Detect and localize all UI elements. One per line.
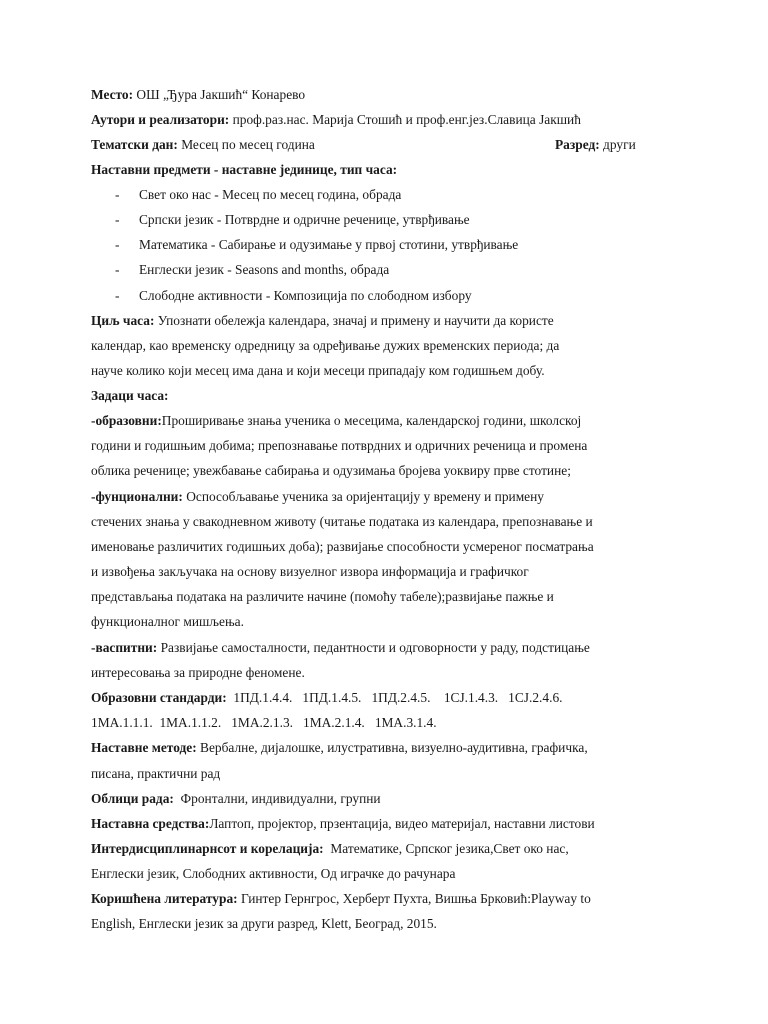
mesto-line	[91, 85, 728, 105]
funkcionalni-line: функционалног мишљења.	[91, 614, 244, 629]
funkcionalni-line: и извођења закључака на основу визуелног извора информација и графичког	[91, 564, 529, 579]
korelacija-line: Енглески језик, Слободних активности, Од играчке до рачунара	[91, 866, 456, 881]
oblici-label: Облици рада:	[91, 791, 174, 806]
tematski-dan-label: Тематски дан:	[91, 137, 178, 152]
list-item: Слободне активности - Композиција по слободном избору	[139, 288, 472, 303]
bullet-marker: -	[115, 187, 120, 202]
predmeti-heading: Наставни предмети - наставне јединице, тип часа:	[91, 162, 398, 177]
funkcionalni-line: именовање различитих годишњих доба); развијање способности усмереног посматрања	[91, 539, 594, 554]
literatura-line: Коришћена литература: Гинтер Гернгрос, Херберт Пухта, Вишња Брковић:Playway to	[91, 891, 591, 906]
bullet-marker: -	[115, 288, 120, 303]
funkcionalni-line: стечених знања у свакодневном животу (читање података из календара, препознавање и	[91, 514, 593, 529]
autori-line	[91, 110, 728, 130]
vaspitni-label: -васпитни:	[91, 640, 158, 655]
mesto-value: ОШ „Ђура Јакшић“ Конарево	[133, 87, 306, 102]
cilj-line: календар, као временску одредницу за одређивање дужих временских периода; да	[91, 338, 560, 353]
korelacija-label: Интердисциплинарнсот и корелација:	[91, 841, 324, 856]
oblici-line: Облици рада: Фронтални, индивидуални, групни	[91, 791, 381, 806]
sredstva-label: Наставна средства:	[91, 816, 210, 831]
metode-label: Наставне методе:	[91, 740, 197, 755]
funkcionalni-line: -фунционални: Оспособљавање ученика за оријентацију у времену и примену	[91, 489, 544, 504]
mesto-label: Место:	[91, 87, 134, 102]
obrazovni-label: -образовни:	[91, 413, 162, 428]
tematski-dan-value: Месец по месец година	[177, 137, 315, 152]
funkcionalni-label: -фунционални:	[91, 489, 183, 504]
standardi-line: 1МА.1.1.1. 1МА.1.1.2. 1МА.2.1.3. 1МА.2.1.4. 1МА.3.1.4.	[91, 715, 437, 730]
obrazovni-line: облика реченице; увежбавање сабирања и одузимања бројева уоквиру прве стотине;	[91, 463, 571, 478]
list-item: Свет око нас - Месец по месец година, обрада	[139, 187, 402, 202]
cilj-line: Циљ часа: Упознати обележја календара, значај и примену и научити да користе	[91, 313, 554, 328]
razred-label: Разред:	[555, 137, 600, 152]
obrazovni-line: -образовни:Проширивање знања ученика о месецима, календарској години, школској	[91, 413, 582, 428]
autori-label: Аутори и реализатори:	[91, 112, 230, 127]
metode-line: Наставне методе: Вербалне, дијалошке, илустративна, визуелно-аудитивна, графичка,	[91, 740, 588, 755]
razred-value: други	[599, 137, 636, 152]
korelacija-line: Интердисциплинарнсот и корелација: Математике, Српског језика,Свет око нас,	[91, 841, 569, 856]
vaspitni-line: -васпитни: Развијање самосталности, педантности и одговорности у раду, подстицање	[91, 640, 590, 655]
sredstva-line: Наставна средства:Лаптоп, пројектор, прзентација, видео материјал, наставни листови	[91, 816, 595, 831]
list-item: Енглески језик - Seasons and months, обрада	[139, 262, 390, 277]
zadaci-heading: Задаци часа:	[91, 388, 169, 403]
bullet-marker: -	[115, 212, 120, 227]
bullet-marker: -	[115, 237, 120, 252]
standardi-label: Образовни стандарди:	[91, 690, 227, 705]
list-item: Математика - Сабирање и одузимање у првој стотини, утврђивање	[139, 237, 519, 252]
list-item: Српски језик - Потврдне и одричне реченице, утврђивање	[139, 212, 470, 227]
autori-value: проф.раз.нас. Марија Стошић и проф.енг.јез.Славица Јакшић	[229, 112, 581, 127]
vaspitni-line: интересовања за природне феномене.	[91, 665, 305, 680]
literatura-label: Коришћена литература:	[91, 891, 238, 906]
razred-field	[555, 135, 636, 155]
standardi-line: Образовни стандарди: 1ПД.1.4.4. 1ПД.1.4.5. 1ПД.2.4.5. 1СЈ.1.4.3. 1СЈ.2.4.6.	[91, 690, 563, 705]
literatura-line: English, Енглески језик за други разред, Klett, Београд, 2015.	[91, 916, 437, 931]
obrazovni-line: години и годишњим добима; препознавање потврдних и одричних реченица и промена	[91, 438, 588, 453]
cilj-label: Циљ часа:	[91, 313, 155, 328]
bullet-marker: -	[115, 262, 120, 277]
funkcionalni-line: представљања података на различите начине (помоћу табеле);развијање пажње и	[91, 589, 554, 604]
cilj-line: науче колико који месец има дана и који месеци припадају ком годишњем добу.	[91, 363, 545, 378]
metode-line: писана, практични рад	[91, 766, 221, 781]
